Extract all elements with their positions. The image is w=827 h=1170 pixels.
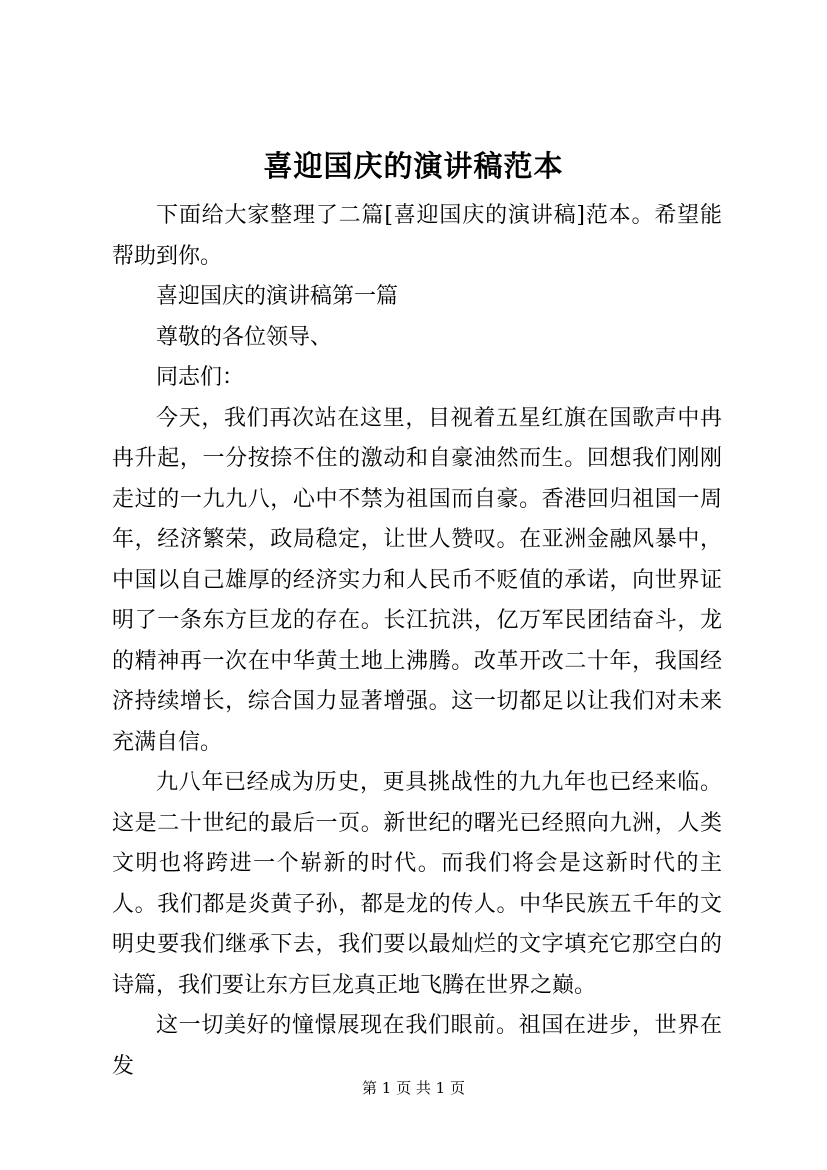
body-paragraph: 今天，我们再次站在这里，目视着五星红旗在国歌声中冉冉升起，一分按捺不住的激动和自豪油然而生。回想我们刚刚走过的一九九八，心中不禁为祖国而自豪。香港回归祖国一周年，经济繁荣，政局稳定，让世人赞叹。在亚洲金融风暴中，中国以自己雄厚的经济实力和人民币不贬值的承诺，向世界证明了一条东方巨龙的存在。长江抗洪，亿万军民团结奋斗，龙的精神再一次在中华黄土地上沸腾。改革开改二十年，我国经济持续增长，综合国力显著增强。这一切都足以让我们对未来充满自信。 bbox=[112, 405, 722, 755]
document-title: 喜迎国庆的演讲稿范本 bbox=[263, 149, 564, 183]
section-heading: 喜迎国庆的演讲稿第一篇 bbox=[156, 284, 399, 309]
intro-paragraph: 下面给大家整理了二篇[喜迎国庆的演讲稿]范本。希望能帮助到你。 bbox=[112, 203, 722, 269]
body-paragraph: 九八年已经成为历史，更具挑战性的九九年也已经来临。这是二十世纪的最后一页。新世纪的曙光已经照向九洲，人类文明也将跨进一个崭新的时代。而我们将会是这新时代的主人。我们都是炎黄子孙，都是龙的传人。中华民族五千年的文明史要我们继承下去，我们要以最灿烂的文字填充它那空白的诗篇，我们要让东方巨龙真正地飞腾在世界之巅。 bbox=[112, 770, 722, 998]
page-footer: 第 1 页 共 1 页 bbox=[362, 1079, 465, 1097]
salutation-line: 同志们： bbox=[156, 365, 245, 390]
body-paragraph: 这一切美好的憧憬展现在我们眼前。祖国在进步，世界在发 bbox=[112, 1013, 722, 1079]
salutation-line: 尊敬的各位领导、 bbox=[156, 324, 333, 350]
document-body bbox=[112, 196, 722, 1087]
